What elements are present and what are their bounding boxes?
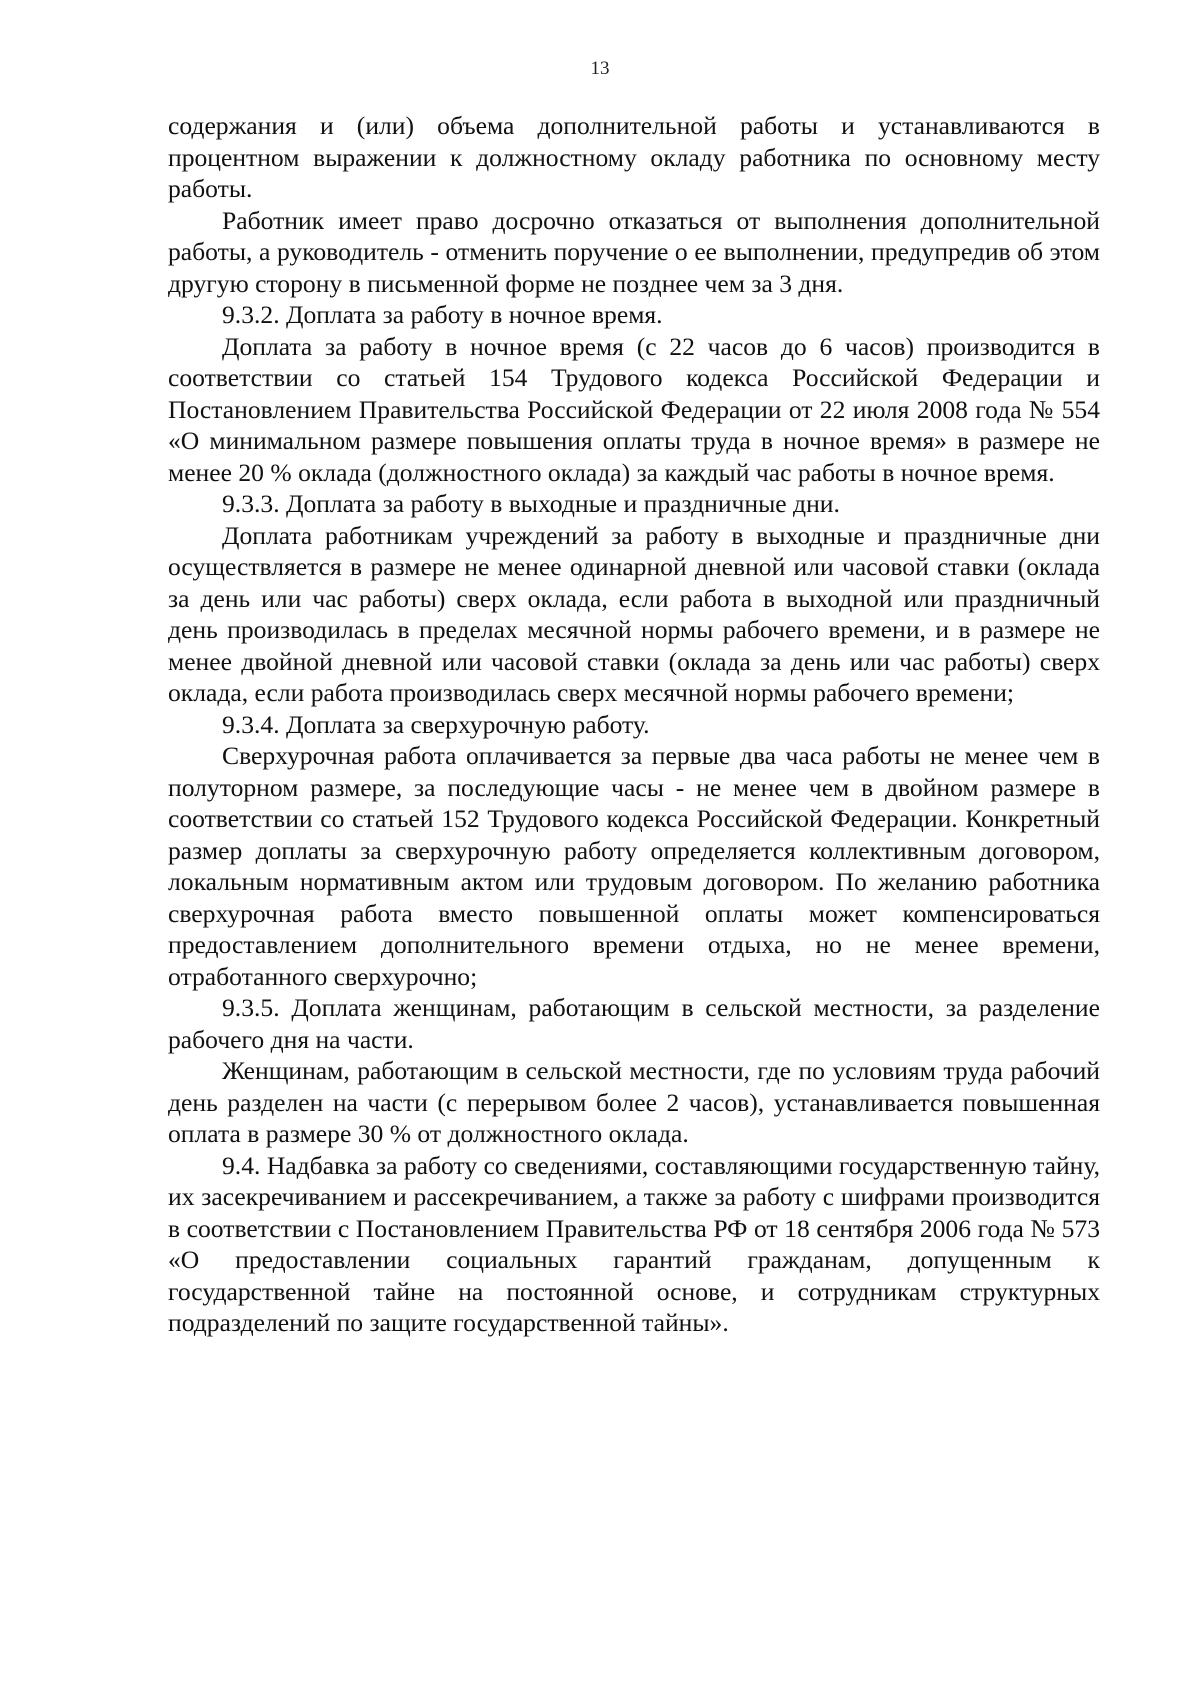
page-number: 13 (590, 58, 610, 79)
section-9-4: 9.4. Надбавка за работу со сведениями, составляющими государственную тайну, их засекречиванием и рассекречиванием, а также за работу с шифрами производится в соответствии с Постановлением Правительства РФ от 18 сентября 2006 года № 573 «О предоставлении социальных гарантий гражданам, допущенным к государственной тайне на постоянной основе, и сотрудникам структурных подразделений по защите государственной тайны». (168, 1150, 1100, 1337)
paragraph: Женщинам, работающим в сельской местности, где по условиям труда рабочий день разделен на части (с перерывом более 2 часов), устанавливается повышенная оплата в размере 30 % от должностного оклада. (168, 1056, 1100, 1148)
paragraph: Работник имеет право досрочно отказаться от выполнения дополнительной работы, а руководитель - отменить поручение о ее выполнении, предупредив об этом другую сторону в письменной форме не позднее чем за 3 дня. (168, 205, 1100, 298)
paragraph: Сверхурочная работа оплачивается за первые два часа работы не менее чем в полуторном размере, за последующие часы - не менее чем в двойном размере в соответствии со статьей 152 Трудового кодекса Российской Федерации. Конкретный размер доплаты за сверхурочную работу определяется коллективным договором, локальным нормативным актом или трудовым договором. По желанию работника сверхурочная работа вместо повышенной оплаты может компенсироваться предоставлением дополнительного времени отдыха, но не менее времени, отработанного сверхурочно; (168, 741, 1100, 991)
paragraph: Доплата работникам учреждений за работу в выходные и праздничные дни осуществляется в размере не менее одинарной дневной или часовой ставки (оклада за день или час работы) сверх оклада, если работа в выходной или праздничный день производилась в пределах месячной нормы рабочего времени, и в размере не менее двойной дневной или часовой ставки (оклада за день или час работы) сверх оклада, если работа производилась сверх месячной нормы рабочего времени; (168, 520, 1100, 707)
paragraph: Доплата за работу в ночное время (с 22 часов до 6 часов) производится в соответствии со статьей 154 Трудового кодекса Российской Федерации и Постановлением Правительства Российской Федерации от 22 июля 2008 года № 554 «О минимальном размере повышения оплаты труда в ночное время» в размере не менее 20 % оклада (должностного оклада) за каждый час работы в ночное время. (168, 331, 1100, 487)
section-heading-9-3-5: 9.3.5. Доплата женщинам, работающим в сельской местности, за разделение рабочего дня на части. (168, 993, 1100, 1054)
section-heading-9-3-4: 9.3.4. Доплата за сверхурочную работу. (222, 709, 650, 739)
paragraph: содержания и (или) объема дополнительной работы и устанавливаются в процентном выражении к должностному окладу работника по основному месту работы. (168, 111, 1100, 203)
section-heading-9-3-2: 9.3.2. Доплата за работу в ночное время. (222, 300, 663, 329)
body-text (168, 110, 1100, 1339)
section-heading-9-3-3: 9.3.3. Доплата за работу в выходные и праздничные дни. (222, 489, 840, 518)
